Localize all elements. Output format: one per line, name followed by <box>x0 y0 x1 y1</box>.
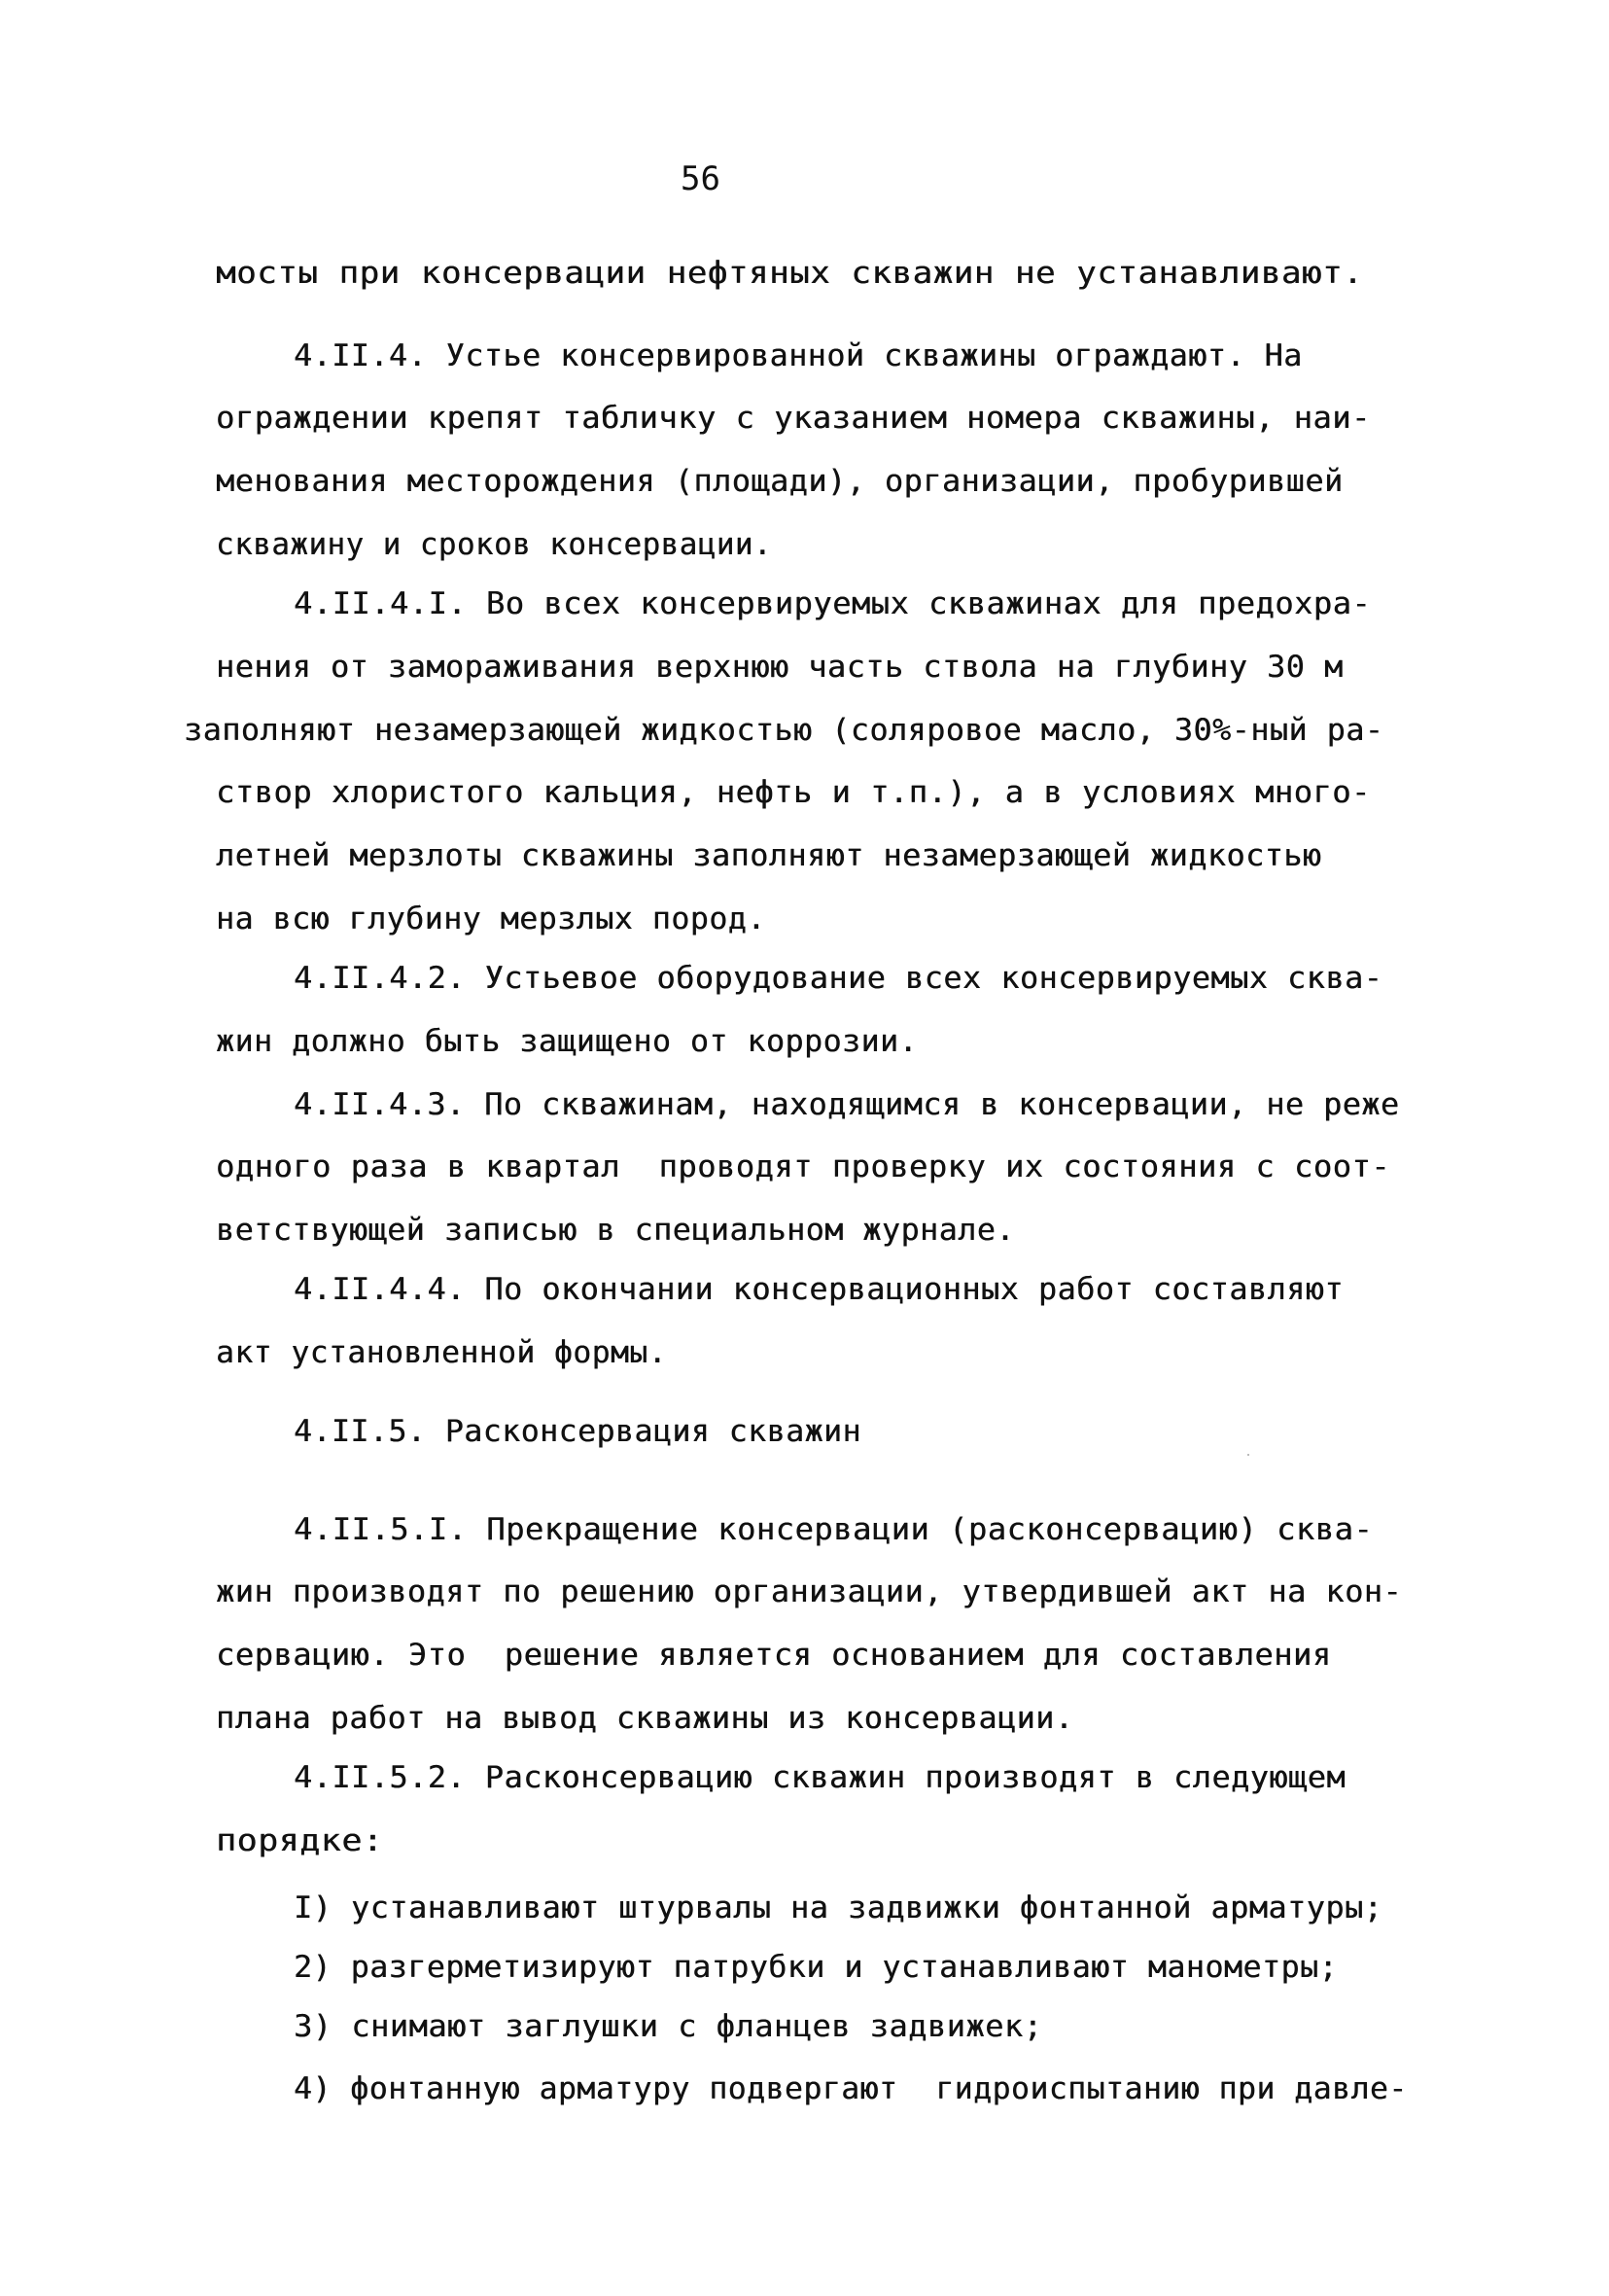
text-line: менования месторождения (площади), организации, пробурившей <box>216 464 1344 499</box>
text-line: сервацию. Это решение является основанием для составления <box>216 1638 1332 1673</box>
list-item: I) устанавливают штурвалы на задвижки фонтанной арматуры; <box>294 1890 1383 1925</box>
text-line: ограждении крепят табличку с указанием номера скважины, наи- <box>216 401 1371 436</box>
text-line: 4.II.5.2. Расконсервацию скважин производят в следующем <box>294 1760 1347 1795</box>
text-line: на всю глубину мерзлых пород. <box>216 901 766 936</box>
list-item: 4) фонтанную арматуру подвергают гидроиспытанию при давле- <box>294 2071 1408 2106</box>
text-line: акт установленной формы. <box>216 1335 667 1370</box>
text-line: порядке: <box>216 1823 384 1858</box>
text-line: плана работ на вывод скважины из консервации. <box>216 1701 1074 1736</box>
scan-speck <box>1247 1454 1249 1456</box>
page-number: 56 <box>681 159 720 198</box>
text-line: жин производят по решению организации, утвердившей акт на кон- <box>216 1574 1403 1609</box>
text-line: мосты при консервации нефтяных скважин не устанавливают. <box>216 256 1364 291</box>
text-line: нения от замораживания верхнюю часть ствола на глубину 30 м <box>216 650 1344 685</box>
text-line: летней мерзлоты скважины заполняют незамерзающей жидкостью <box>216 838 1322 873</box>
text-line: 4.II.4.3. По скважинам, находящимся в консервации, не реже <box>294 1087 1400 1122</box>
text-line: ветствующей записью в специальном журнале. <box>216 1213 1015 1248</box>
text-line: 4.II.4. Устье консервированной скважины ограждают. На <box>294 338 1303 373</box>
list-item: 3) снимают заглушки с фланцев задвижек; <box>294 2009 1043 2044</box>
section-heading: 4.II.5. Расконсервация скважин <box>294 1414 861 1449</box>
text-line: 4.II.4.I. Во всех консервируемых скважинах для предохра- <box>294 586 1372 621</box>
text-line: створ хлористого кальция, нефть и т.п.), а в условиях много- <box>216 775 1371 810</box>
list-item: 2) разгерметизируют патрубки и устанавливают манометры; <box>294 1950 1339 1985</box>
text-line: жин должно быть защищено от коррозии. <box>216 1024 919 1059</box>
text-line: заполняют незамерзающей жидкостью (соляровое масло, 30%-ный ра- <box>184 713 1384 748</box>
text-line: одного раза в квартал проводят проверку их состояния с соот- <box>216 1149 1391 1184</box>
text-line: скважину и сроков консервации. <box>216 527 772 562</box>
text-line: 4.II.4.2. Устьевое оборудование всех консервируемых сква- <box>294 961 1383 996</box>
text-line: 4.II.5.I. Прекращение консервации (расконсервацию) сква- <box>294 1512 1374 1547</box>
text-line: 4.II.4.4. По окончании консервационных работ составляют <box>294 1272 1345 1307</box>
